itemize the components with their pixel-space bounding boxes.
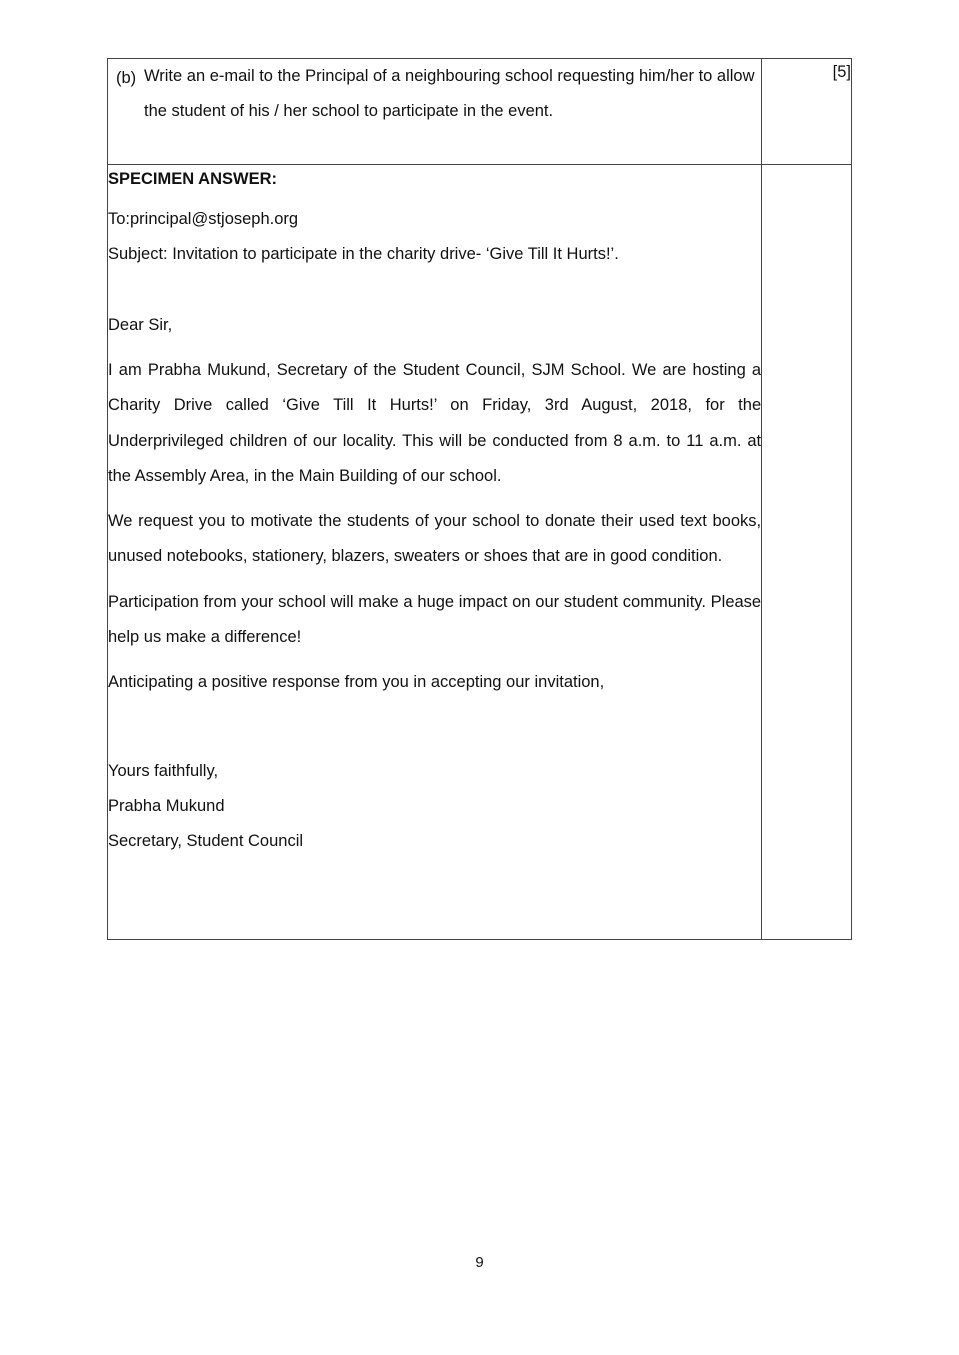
answer-table xyxy=(107,58,852,940)
body-paragraph-1: I am Prabha Mukund, Secretary of the Student Council, SJM School. We are hosting a Charity Drive called ‘Give Till It Hurts!’ on Friday, 3rd August, 2018, for the Underprivileged children of our locality. This will be conducted from 8 a.m. to 11 a.m. at the Assembly Area, in the Main Building of our school. xyxy=(108,361,762,485)
question-text: Write an e-mail to the Principal of a neighbouring school requesting him/her to allow the student of his / her school to participate in the event. xyxy=(144,67,755,120)
answer-row xyxy=(108,165,852,940)
specimen-heading: SPECIMEN ANSWER: xyxy=(108,170,277,188)
answer-cell xyxy=(108,165,762,940)
question-label: (b) xyxy=(116,69,137,87)
answer-marks-cell xyxy=(762,165,852,940)
body-paragraph-3: Participation from your school will make a huge impact on our student community. Please help us make a difference! xyxy=(108,592,762,647)
email-subject: Subject: Invitation to participate in the charity drive- ‘Give Till It Hurts!’. xyxy=(108,245,619,263)
body-paragraph-2: We request you to motivate the students of your school to donate their used text books, unused notebooks, stationery, blazers, sweaters or shoes that are in good condition. xyxy=(108,512,762,566)
sender-designation: Secretary, Student Council xyxy=(108,832,304,851)
question-row xyxy=(108,59,852,165)
question-marks: [5] xyxy=(762,59,852,165)
sender-name: Prabha Mukund xyxy=(108,797,225,816)
page-number: 9 xyxy=(475,1254,484,1271)
email-to: To:principal@stjoseph.org xyxy=(108,210,299,228)
body-paragraph-4: Anticipating a positive response from you in accepting our invitation, xyxy=(108,673,605,692)
question-cell xyxy=(108,59,762,165)
salutation: Dear Sir, xyxy=(108,316,173,334)
closing: Yours faithfully, xyxy=(108,762,219,781)
